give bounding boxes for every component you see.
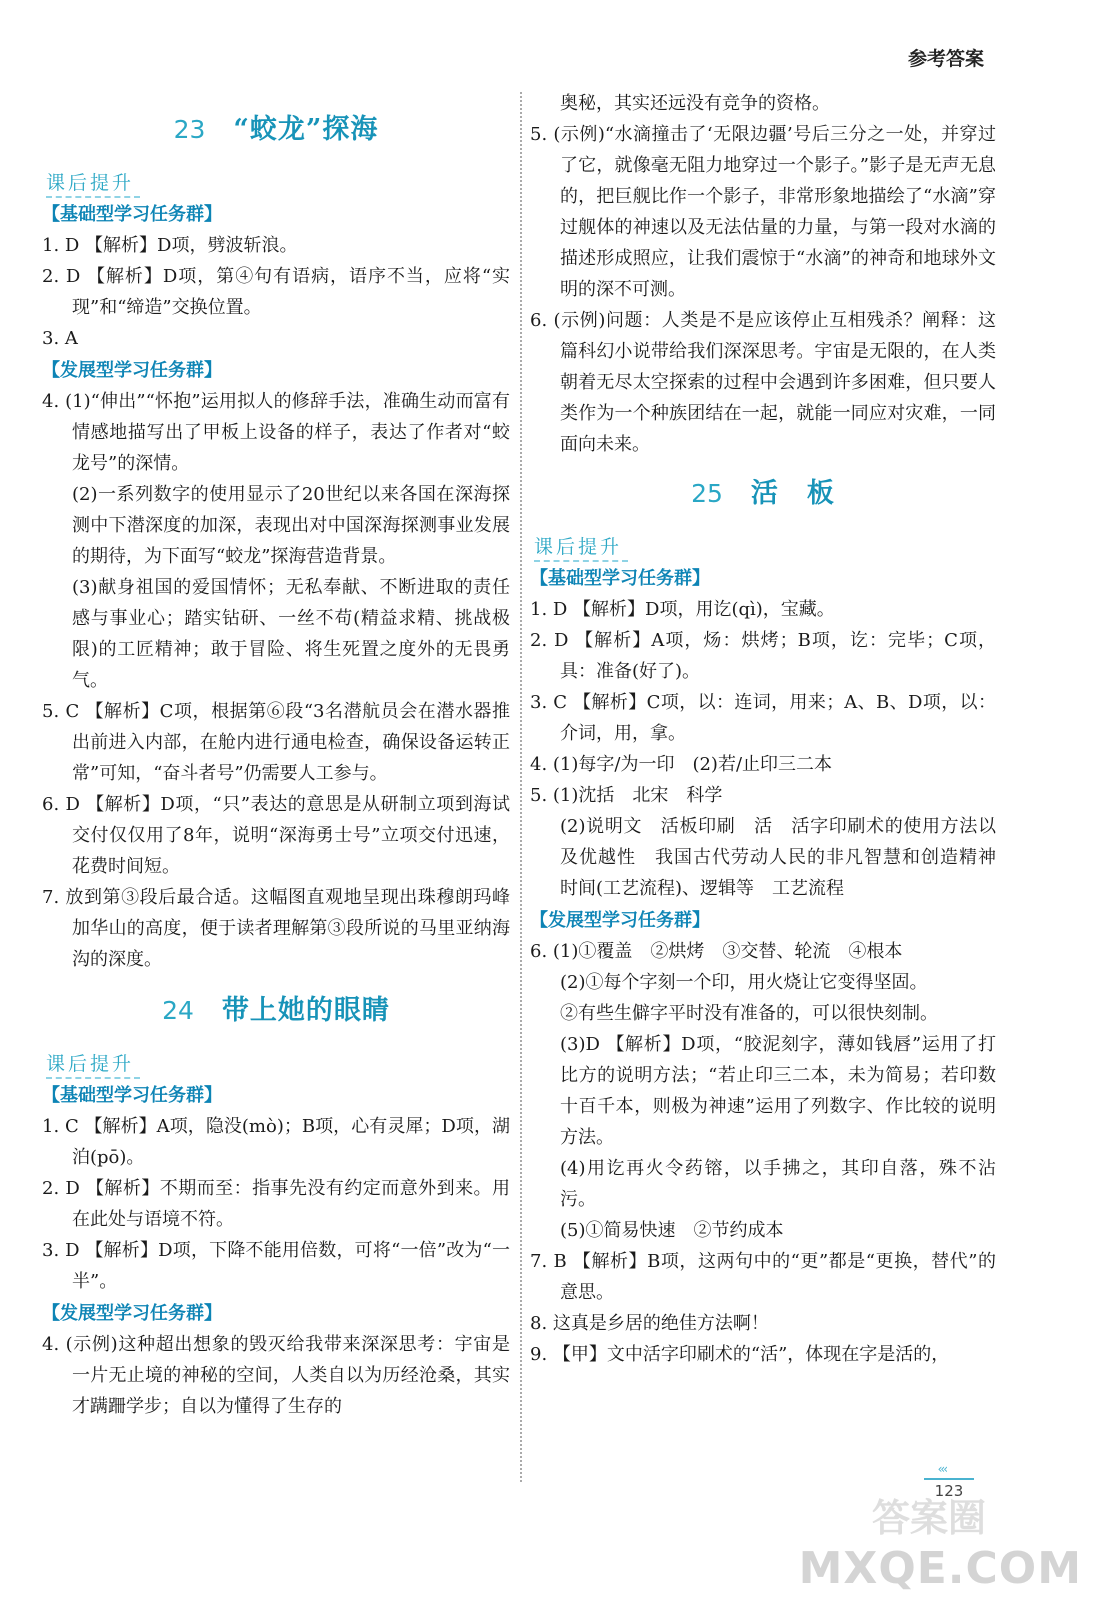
lesson-name: 带上她的眼睛 [221,995,390,1026]
homework-label: 课后提升 [46,1049,140,1079]
lesson-name: 活 板 [750,478,835,509]
basic-task-section: 【基础型学习任务群】 [42,1085,222,1106]
lesson-24-title [42,987,510,1035]
lesson-number: 23 [173,115,206,144]
answer-item: ②有些生僻字平时没有准备的，可以很快刻制。 [560,1003,938,1024]
answer-item: 4. (1)“伸出”“怀抱”运用拟人的修辞手法，准确生动而富有情感地描写出了甲板上设备的样子，表达了作者对“蛟龙号”的深情。 [42,391,510,474]
development-task-section: 【发展型学习任务群】 [530,910,710,931]
answer-item: 9. 【甲】文中活字印刷术的“活”，体现在字是活的， [530,1344,950,1365]
left-column [42,100,510,1422]
page-number: 123 [924,1478,974,1500]
basic-task-section: 【基础型学习任务群】 [530,568,710,589]
answer-item: 6. D 【解析】D项，“只”表达的意思是从研制立项到海试交付仅仅用了8年，说明“深海勇士号”立项交付迅速，花费时间短。 [42,794,510,877]
answer-item: (2)一系列数字的使用显示了20世纪以来各国在深海探测中下潜深度的加深，表现出对中国深海探测事业发展的期待，为下面写“蛟龙”探海营造背景。 [72,484,510,567]
answer-item: (5)①简易快速 ②节约成本 [560,1220,784,1241]
answer-item: 6. (1)①覆盖 ②烘烤 ③交替、轮流 ④根本 [530,941,903,962]
answer-item: 奥秘，其实还远没有竞争的资格。 [560,93,830,114]
basic-task-section: 【基础型学习任务群】 [42,204,222,225]
answer-item: 1. D 【解析】D项，劈波斩浪。 [42,235,298,256]
watermark: MXQE.COM [798,1543,1082,1594]
answer-item: 5. (1)沈括 北宋 科学 [530,785,723,806]
lesson-name: “蛟龙”探海 [233,114,379,145]
homework-label: 课后提升 [46,168,140,198]
homework-label: 课后提升 [534,532,628,562]
answer-item: 6. (示例)问题：人类是不是应该停止互相残杀？阐释：这篇科幻小说带给我们深深思考。宇宙是无限的，在人类朝着无尽太空探索的过程中会遇到许多困难，但只要人类作为一个种族团结在一起，就能一同应对灾难，一同面向未来。 [530,310,996,455]
answer-item: (4)用讫再火令药镕，以手拂之，其印自落，殊不沾污。 [560,1158,996,1210]
development-task-section: 【发展型学习任务群】 [42,1303,222,1324]
answer-item: 2. D 【解析】D项，第④句有语病，语序不当，应将“实现”和“缔造”交换位置。 [42,266,510,318]
answer-item: 3. C 【解析】C项，以：连词，用来；A、B、D项，以：介词，用，拿。 [530,692,996,744]
answer-item: 4. (1)每字/为一印 (2)若/止印三二本 [530,754,833,775]
answer-item: 7. 放到第③段后最合适。这幅图直观地呈现出珠穆朗玛峰加华山的高度，便于读者理解第③段所说的马里亚纳海沟的深度。 [42,887,510,970]
answer-item: 5. C 【解析】C项，根据第⑥段“3名潜航员会在潜水器推出前进入内部，在舱内进行通电检查，确保设备运转正常”可知，“奋斗者号”仍需要人工参与。 [42,701,510,784]
answer-item: (3)D 【解析】D项，“胶泥刻字，薄如钱唇”运用了打比方的说明方法；“若止印三二本，未为简易；若印数十百千本，则极为神速”运用了列数字、作比较的说明方法。 [560,1034,996,1148]
page-header: 参考答案 [907,48,984,70]
watermark-cn: 答案圈 [871,1496,986,1540]
development-task-section: 【发展型学习任务群】 [42,360,222,381]
answer-item: 1. C 【解析】A项，隐没(mò)；B项，心有灵犀；D项，湖泊(pō)。 [42,1116,510,1168]
lesson-number: 25 [691,479,723,508]
column-divider [520,92,522,1482]
answer-item: 3. A [42,328,78,349]
lesson-number: 24 [162,996,194,1025]
right-column [530,88,1014,1370]
answer-item: 3. D 【解析】D项，下降不能用倍数，可将“一倍”改为“一半”。 [42,1240,510,1292]
chevron-left-icon: ‹‹‹ [937,1462,946,1476]
answer-item: 2. D 【解析】A项，炀：烘烤；B项，讫：完毕；C项，具：准备(好了)。 [530,630,996,682]
lesson-25-title [530,470,996,518]
answer-item: 8. 这真是乡居的绝佳方法啊！ [530,1313,769,1334]
lesson-23-title [42,106,510,154]
answer-item: (3)献身祖国的爱国情怀；无私奉献、不断进取的责任感与事业心；踏实钻研、一丝不苟(精益求精、挑战极限)的工匠精神；敢于冒险、将生死置之度外的无畏勇气。 [72,577,510,691]
answer-item: (2)①每个字刻一个印，用火烧让它变得坚固。 [560,972,928,993]
answer-item: 5. (示例)“水滴撞击了‘无限边疆’号后三分之一处，并穿过了它，就像毫无阻力地穿过一个影子。”影子是无声无息的，把巨舰比作一个影子，非常形象地描绘了“水滴”穿过舰体的神速以及无法估量的力量，与第一段对水滴的描述形成照应，让我们震惊于“水滴”的神奇和地球外文明的深不可测。 [530,124,996,300]
answer-item: 7. B 【解析】B项，这两句中的“更”都是“更换，替代”的意思。 [530,1251,996,1303]
answer-item: (2)说明文 活板印刷 活 活字印刷术的使用方法以及优越性 我国古代劳动人民的非凡智慧和创造精神 时间(工艺流程)、逻辑等 工艺流程 [560,816,1014,899]
answer-item: 4. (示例)这种超出想象的毁灭给我带来深深思考：宇宙是一片无止境的神秘的空间，人类自以为历经沧桑，其实才蹒跚学步；自以为懂得了生存的 [42,1334,510,1417]
answer-item: 1. D 【解析】D项，用讫(qì)，宝藏。 [530,599,835,620]
answer-item: 2. D 【解析】不期而至：指事先没有约定而意外到来。用在此处与语境不符。 [42,1178,510,1230]
